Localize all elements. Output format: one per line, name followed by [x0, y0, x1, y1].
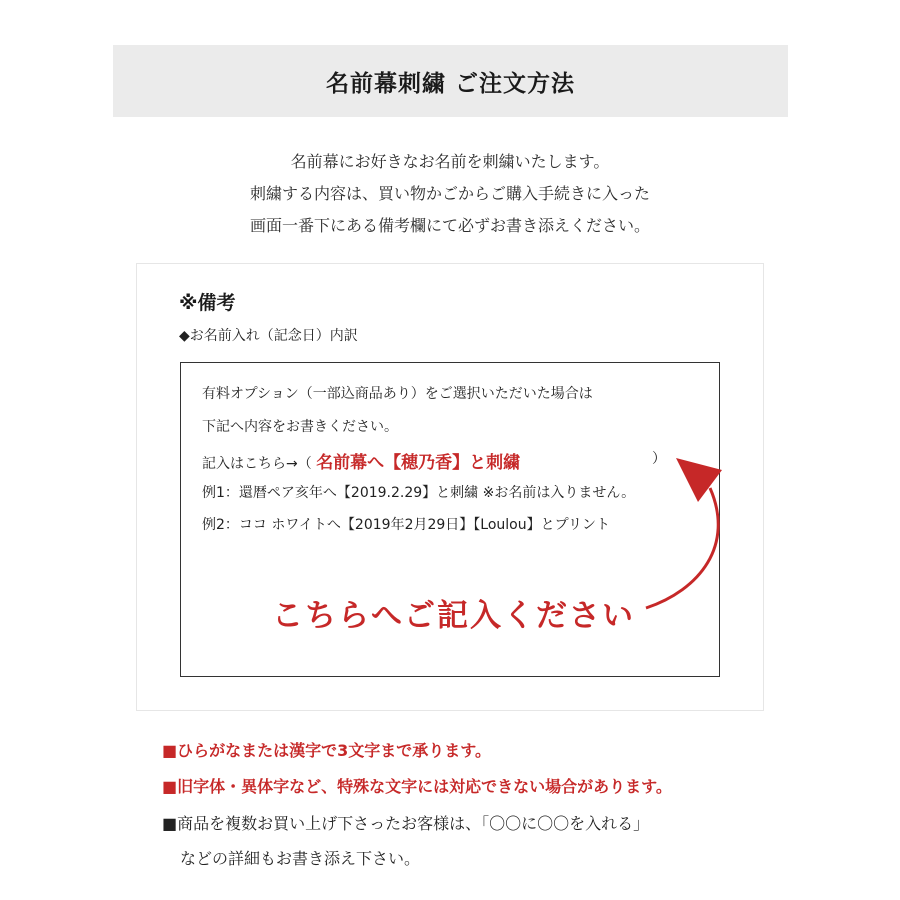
- entry-prefix: 記入はこちら→（: [202, 456, 317, 472]
- rule-multiple-items-cont: などの詳細もお書き添え下さい。: [180, 849, 421, 868]
- entry-line-2: 下記へ内容をお書きください。: [202, 419, 398, 435]
- entry-example: 名前幕へ【穂乃香】と刺繍: [316, 453, 521, 473]
- intro-line: 刺繍する内容は、買い物かごからご購入手続きに入った: [249, 184, 650, 203]
- intro-text: [0, 146, 900, 242]
- entry-line-3: [202, 448, 520, 473]
- note-subheading: ◆お名前入れ（記念日）内訳: [179, 328, 358, 344]
- entry-example-2: 例2：ココ ホワイトへ【2019年2月29日】【Loulou】とプリント: [202, 517, 611, 533]
- rule-multiple-items: ■商品を複数お買い上げ下さったお客様は、「〇〇に〇〇を入れる」: [162, 814, 650, 833]
- entry-line-1: 有料オプション（一部込商品あり）をご選択いただいた場合は: [202, 386, 593, 402]
- page-title: 名前幕刺繍 ご注文方法: [325, 70, 575, 97]
- note-heading: ※備考: [179, 292, 236, 314]
- rule-special-chars: ■旧字体・異体字など、特殊な文字には対応できない場合があります。: [162, 777, 672, 796]
- header-band: [113, 45, 788, 117]
- rule-char-limit: ■ひらがなまたは漢字で3文字まで承ります。: [162, 741, 491, 760]
- intro-line: 名前幕にお好きなお名前を刺繍いたします。: [290, 152, 610, 171]
- intro-line: 画面一番下にある備考欄にて必ずお書き添えください。: [249, 216, 650, 235]
- entry-example-1: 例1：還暦ペア亥年へ【2019.2.29】と刺繍 ※お名前は入りません。: [202, 485, 636, 501]
- entry-close-paren: ）: [652, 451, 666, 467]
- callout-text: こちらへご記入ください: [272, 598, 635, 634]
